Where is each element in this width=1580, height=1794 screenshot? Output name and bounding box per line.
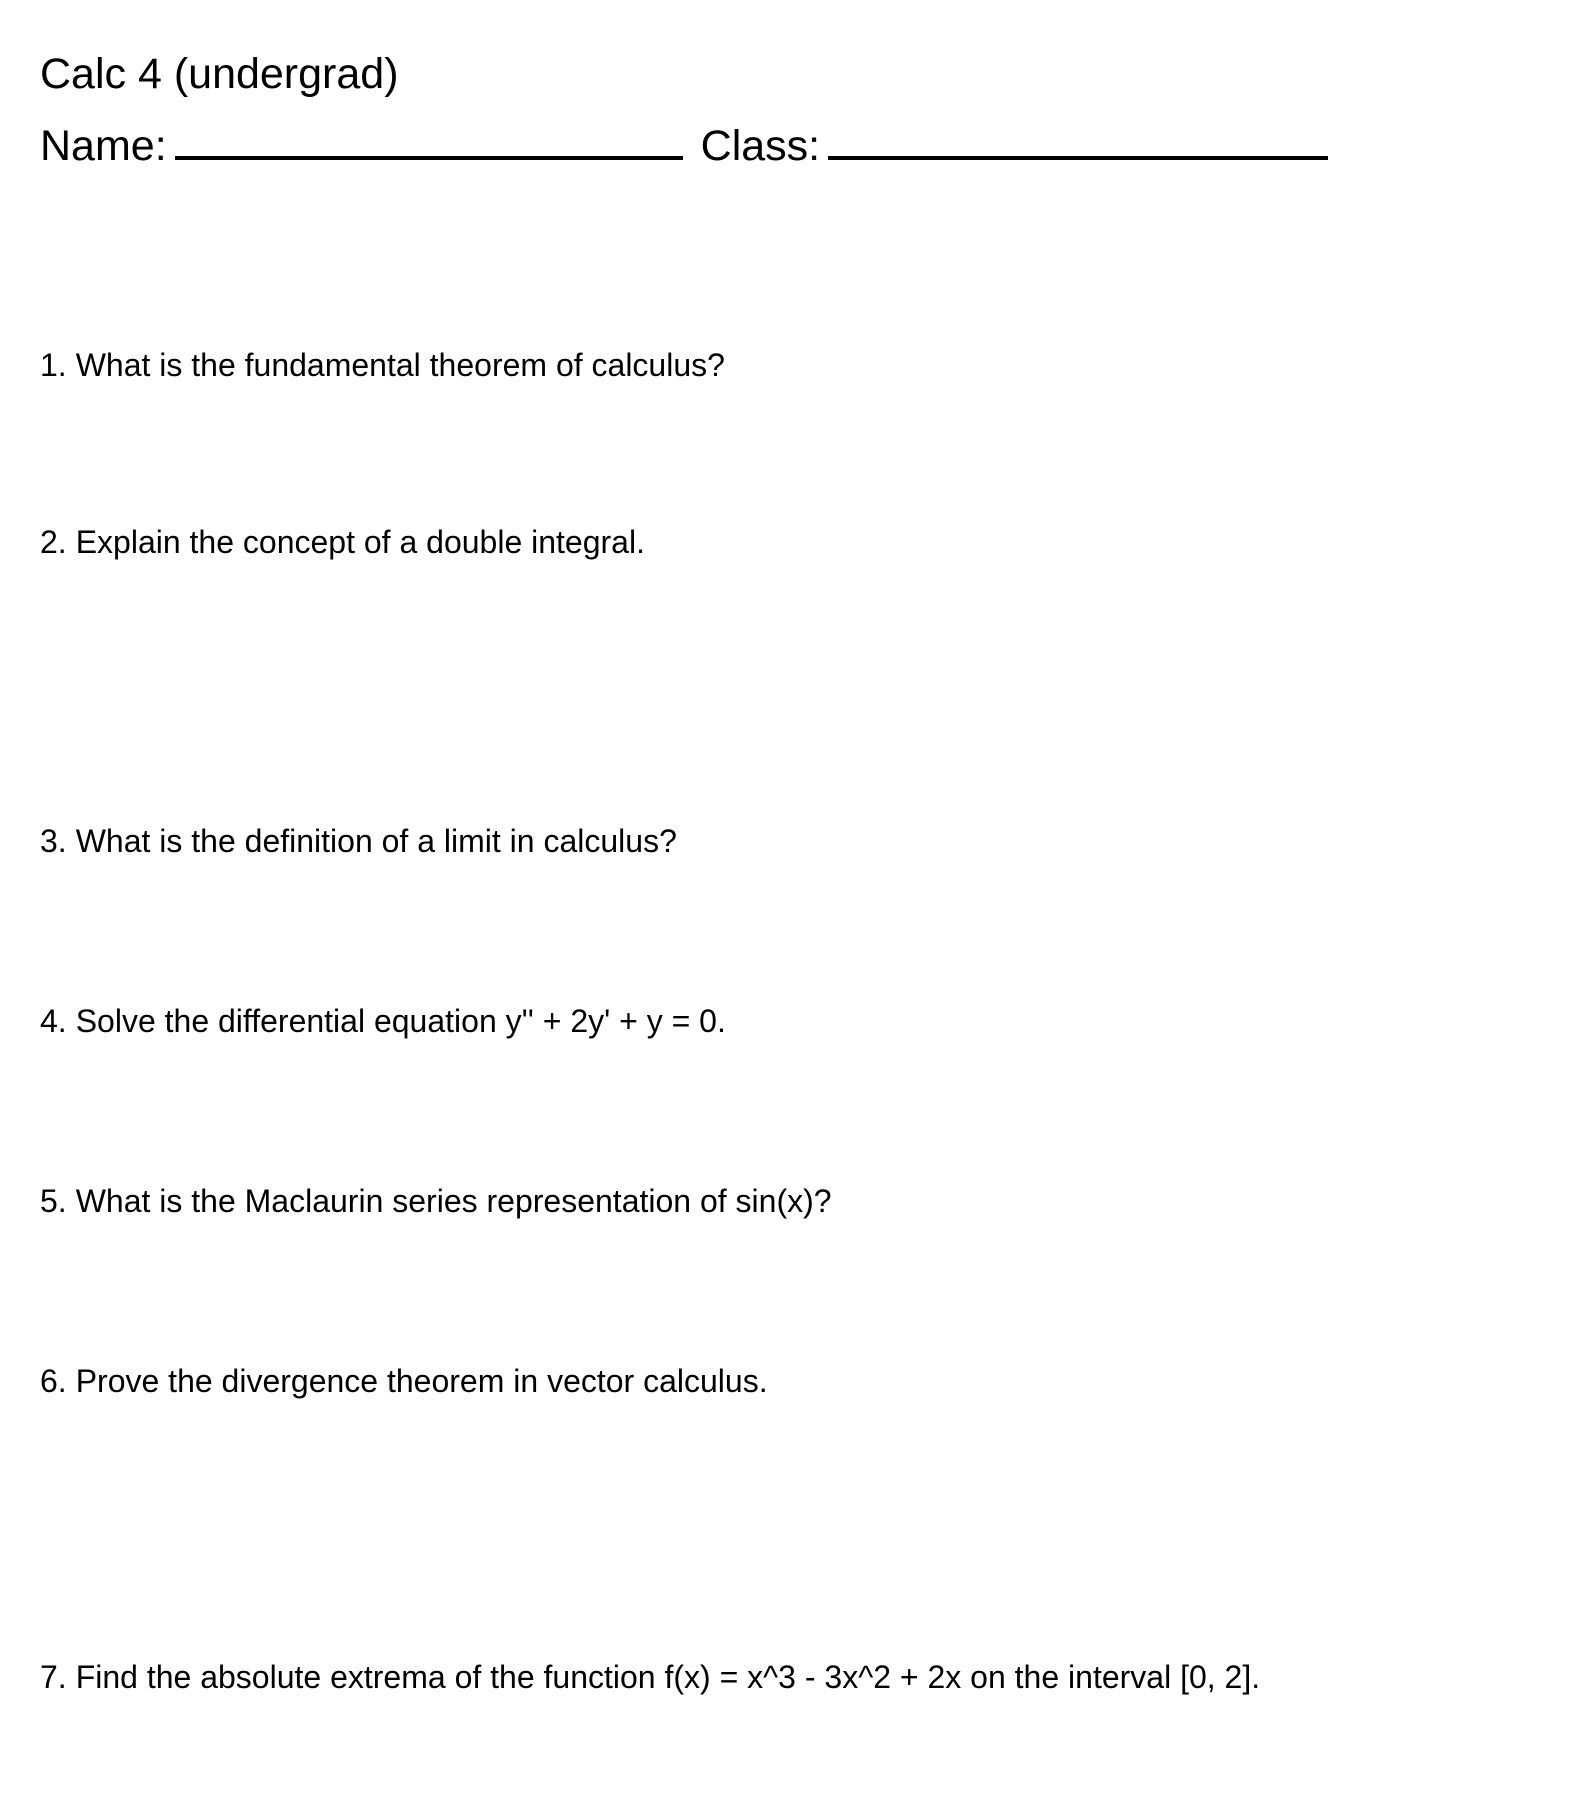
question-number: 6. — [40, 1363, 67, 1399]
class-label: Class: — [700, 122, 821, 170]
question-text: What is the definition of a limit in calculus? — [75, 823, 677, 859]
question-4 — [40, 1001, 1550, 1041]
question-5 — [40, 1181, 1550, 1221]
question-text: What is the Maclaurin series representation of sin(x)? — [75, 1183, 832, 1219]
name-label: Name: — [40, 122, 167, 170]
question-text: What is the fundamental theorem of calculus? — [75, 347, 725, 383]
question-number: 1. — [40, 347, 67, 383]
question-1 — [40, 345, 1550, 385]
class-blank-line — [828, 150, 1328, 160]
name-class-row — [40, 122, 1328, 171]
question-number: 2. — [40, 524, 67, 560]
question-3 — [40, 821, 1550, 861]
question-number: 7. — [40, 1659, 67, 1695]
question-number: 4. — [40, 1003, 67, 1039]
question-7 — [40, 1657, 1550, 1697]
question-number: 5. — [40, 1183, 67, 1219]
page-title: Calc 4 (undergrad) — [40, 50, 399, 98]
question-text: Solve the differential equation y'' + 2y' + y = 0. — [75, 1003, 726, 1039]
question-6 — [40, 1361, 1550, 1401]
question-2 — [40, 522, 1550, 562]
question-text: Find the absolute extrema of the function f(x) = x^3 - 3x^2 + 2x on the interval [0, 2]. — [75, 1659, 1261, 1695]
question-text: Prove the divergence theorem in vector calculus. — [75, 1363, 768, 1399]
name-blank-line — [175, 150, 683, 160]
question-text: Explain the concept of a double integral. — [75, 524, 645, 560]
question-number: 3. — [40, 823, 67, 859]
